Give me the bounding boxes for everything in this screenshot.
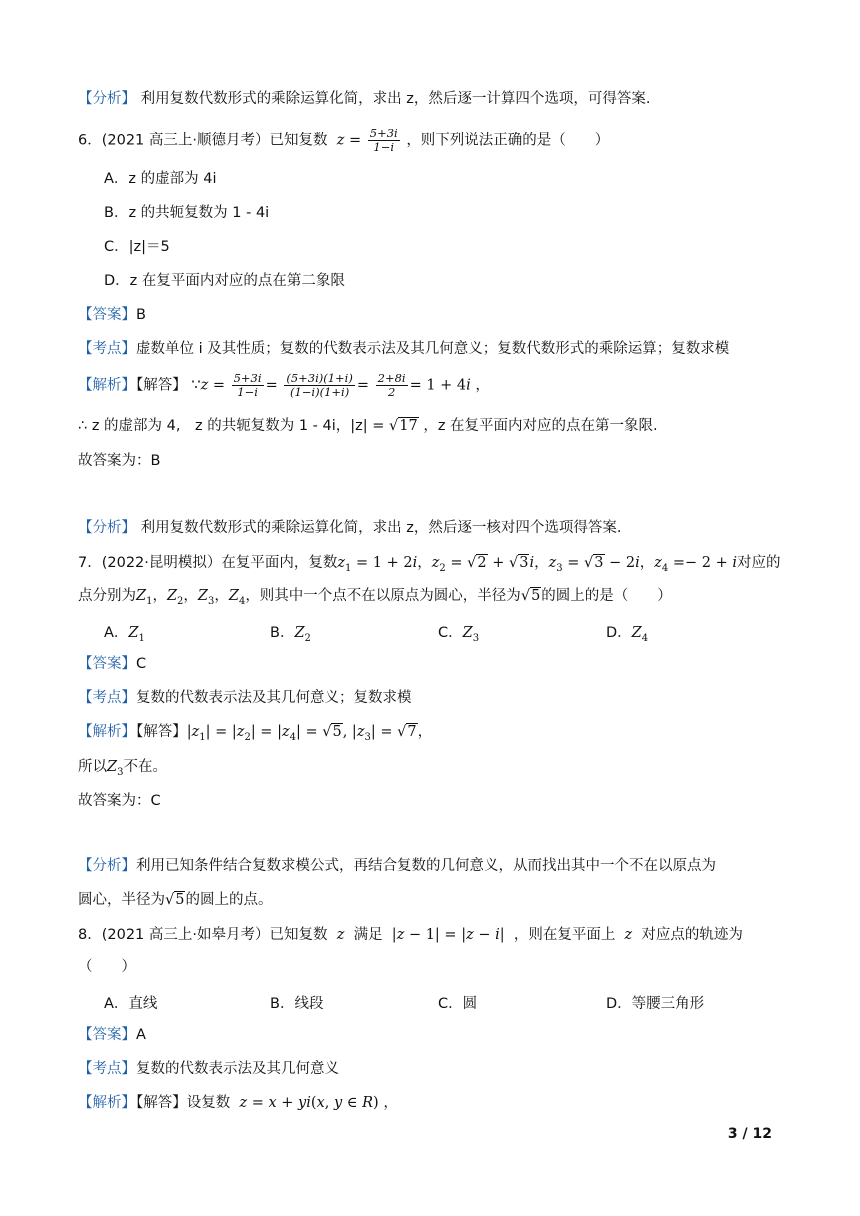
q8-explain: 【解析】【解答】设复数 z = x + yi(x, y ∈ R) ， (78, 1095, 398, 1111)
q8-option-b: B．线段 (270, 996, 324, 1012)
q6-conclusion: 故答案为：B (78, 453, 161, 469)
q8-option-a: A．直线 (104, 996, 158, 1012)
q7-stem: 7．(2022·昆明模拟）在复平面内，复数$z_1 = 1 + 2i$，$z_2 = √2 + √3i$，$z_3 = √3 - 2i$，$z_4 =- 2 + i$对应的 (78, 555, 781, 574)
q6-explain: 【解析】【解答】 ∵z = $\frac{5+3i}{1-i}$ = $\frac{(5+3i)(1+i)}{(1-i)(1+i)}$ = $\frac{2+8i}{2}$ = 1 + 4i ， (78, 371, 490, 399)
q7-analysis: 【分析】利用已知条件结合复数求模公式，再结合复数的几何意义，从而找出其中一个不在以原点为 (78, 858, 716, 874)
q6-option-c: C．|z|＝5 (104, 239, 170, 255)
q8-keypoint: 【考点】复数的代数表示法及其几何意义 (78, 1061, 339, 1077)
q7-stem-line2: 点分别为$Z_1$，$Z_2$，$Z_3$，$Z_4$，则其中一个点不在以原点为圆心，半径为√5的圆上的是（ ） (78, 588, 672, 607)
top-analysis: 【分析】 利用复数代数形式的乘除运算化简，求出 z，然后逐一计算四个选项，可得答案. (78, 91, 651, 107)
q6-option-a: A．z 的虚部为 4i (104, 171, 217, 187)
q7-analysis-line2: 圆心，半径为√5的圆上的点。 (78, 892, 273, 908)
q7-explain-line2: 所以$Z_3$不在。 (78, 759, 167, 778)
q7-explain: 【解析】【解答】$|z_1| = |z_2| = |z_4| = √5$, $|z_3| = √7$， (78, 724, 433, 743)
q6-option-b: B．z 的共轭复数为 1 - 4i (104, 205, 270, 221)
analysis-tag: 【分析】 (78, 91, 136, 107)
q7-conclusion: 故答案为：C (78, 793, 161, 809)
q8-option-c: C．圆 (438, 996, 478, 1012)
q6-explain-line2: ∴ z 的虚部为 4, z 的共轭复数为 1 - 4i，|z| = √17 ，z 在复平面内对应的点在第一象限. (78, 418, 658, 434)
q6-keypoint: 【考点】虚数单位 i 及其性质；复数的代数表示法及其几何意义；复数代数形式的乘除运算；复数求模 (78, 341, 730, 357)
q7-option-d: D．$Z_4$ (606, 625, 649, 644)
q7-option-c: C．$Z_3$ (438, 625, 480, 644)
q8-option-d: D．等腰三角形 (606, 996, 705, 1012)
q6-analysis: 【分析】 利用复数代数形式的乘除运算化简，求出 z，然后逐一核对四个选项得答案. (78, 520, 622, 536)
q7-option-a: A．$Z_1$ (104, 625, 145, 644)
q8-answer: 【答案】A (78, 1027, 146, 1043)
q6-stem: 6．(2021 高三上·顺德月考）已知复数 z = $\frac{5+3i}{1-i}$ ，则下列说法正确的是（ ） (78, 126, 610, 154)
q6-option-d: D．z 在复平面内对应的点在第二象限 (104, 273, 345, 289)
page-number: 3 / 12 (727, 1126, 772, 1142)
q7-answer: 【答案】C (78, 656, 147, 672)
q8-paren: （ ） (78, 959, 136, 975)
q8-stem: 8．(2021 高三上·如皋月考）已知复数 z 满足 |z − 1| = |z − i| ，则在复平面上 z 对应点的轨迹为 (78, 927, 743, 943)
q7-option-b: B．$Z_2$ (270, 625, 311, 644)
q7-keypoint: 【考点】复数的代数表示法及其几何意义；复数求模 (78, 690, 412, 706)
q6-answer: 【答案】B (78, 307, 146, 323)
